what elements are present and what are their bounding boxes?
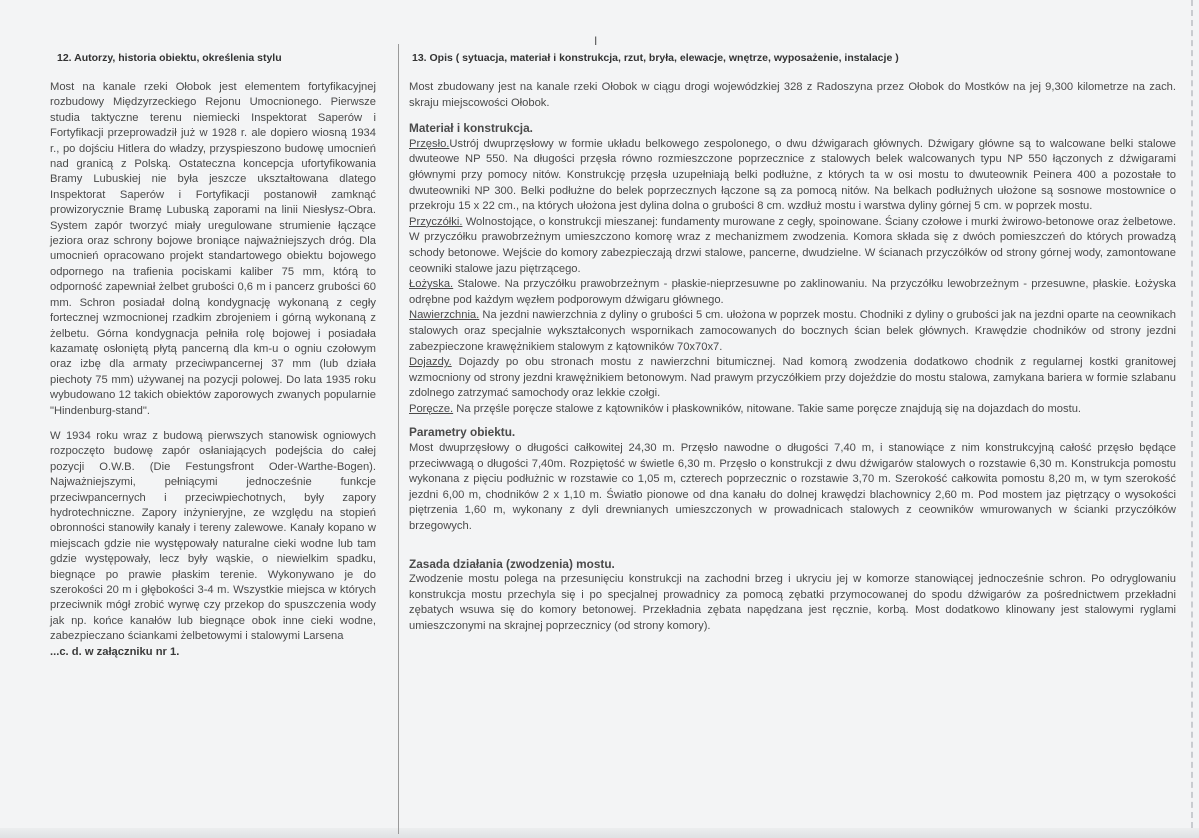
section-12-heading: 12. Autorzy, historia obiektu, określenia stylu (57, 52, 282, 64)
material-label: Dojazdy. (409, 356, 452, 369)
material-label: Przęsło. (409, 137, 450, 150)
page-bottom-edge (0, 828, 1199, 838)
material-item-bearings (409, 277, 1176, 308)
material-text: Na przęśle poręcze stalowe z kątowników i płaskowników, nitowane. Takie same poręcze znajdują się na dojazdach do mostu. (453, 402, 1082, 415)
page-mark: I (594, 34, 598, 48)
column-divider (398, 44, 399, 834)
material-label: Łożyska. (409, 278, 454, 291)
location-intro: Most zbudowany jest na kanale rzeki Ołobok w ciągu drogi wojewódzkiej 328 z Radoszyna przez Ołobok do Mostków na jej 9,300 kilometrze na zach. skraju miejscowości Ołobok. (409, 81, 1176, 109)
material-text: Dojazdy po obu stronach mostu z nawierzchni bitumicznej. Nad komorą zwodzenia dodatkowo chodnik z regularnej kostki granitowej wzmocniony od strony jezdni krawężnikiem betonowym. Nad prawym przyczółkiem przy dojeździe do mostu stalowa, zamykana bariera w formie szlabanu zdolnego zatrzymać samochody oraz lekkie czołgi. (409, 356, 1176, 400)
section-13-heading: 13. Opis ( sytuacja, materiał i konstrukcja, rzut, bryła, elewacje, wnętrze, wyposażenie, instalacje ) (412, 52, 899, 64)
history-column (50, 80, 376, 670)
material-label: Przyczółki. (409, 215, 463, 228)
continuation-note: ...c. d. w załączniku nr 1. (50, 645, 180, 658)
material-text: Wolnostojące, o konstrukcji mieszanej: fundamenty murowane z cegły, spoinowane. Ściany czołowe i murki żwirowo-betonowe oraz żelbetowe. W przyczółku prawobrzeżnym umieszczono komorę wraz z mechanizmem zwodzenia. Komora składa się z dwóch pomieszczeń do których prowadzą schody betonowe. Wejście do komory zabezpieczają drzwi stalowe, pancerne, dwudzielne. W ścianach przyczółków od strony górnej wody, zamontowane ceowniki stalowe jazu piętrzącego. (409, 215, 1176, 275)
material-label: Poręcze. (409, 402, 454, 415)
material-heading: Materiał i konstrukcja. (409, 121, 533, 136)
material-item-approaches (409, 355, 1176, 402)
perforation-edge (1191, 0, 1193, 838)
parameters-text: Most dwuprzęsłowy o długości całkowitej 24,30 m. Przęsło nawodne o długości 7,40 m, i stanowiące z nim konstrukcyjną całość przęsło będące przeciwwagą o długości 7,40m. Rozpiętość w świetle 6,30 m. Przęsło o konstrukcji z dwu dźwigarów stalowych o rozstawie 6,30 m. Konstrukcja pomostu wykonana z pięciu podłużnic w rozstawie co 1,05 m, czterech poprzecznic o rozstawie 3,70 m. Szerokość całkowita pomostu 8,20 m, w tym szerokość jezdni 6,00 m, chodników 2 x 1,10 m. Światło pionowe od dna kanału do dolnej krawędzi blachownicy 2,60 m. Pod mostem jaz piętrzący o wysokości piętrzenia 1,60 m, wykonany z dyli drewnianych umieszczonych w prowadnicach stalowych z ceowników wmurowanych w ścianki przyczółków brzegowych. (409, 442, 1176, 533)
parameters-heading: Parametry obiektu. (409, 425, 516, 440)
material-label: Nawierzchnia. (409, 309, 480, 322)
material-text: Na jezdni nawierzchnia z dyliny o grubości 5 cm. ułożona w poprzek mostu. Chodniki z dyliny o grubości jak na jezdni oparte na ceownikach stalowych oraz specjalnie wykształconych wspornikach zamocowanych do bocznych ścian belek głównych. Krawędzie chodników od strony jezdni zabezpieczone krawężnikiem stalowym z kątowników 70x70x7. (409, 309, 1176, 353)
material-text: Stalowe. Na przyczółku prawobrzeżnym - płaskie-nieprzesuwne po zaklinowaniu. Na przyczółku lewobrzeżnym - przesuwne, płaskie. Łożyska odrębne pod każdym węzłem podporowym dźwigaru głównego. (409, 278, 1176, 306)
history-paragraph-2: W 1934 roku wraz z budową pierwszych stanowisk ogniowych rozpoczęto budowę zapór osłaniających podejścia do całej pozycji O.W.B. (Die Festungsfront Oder-Warthe-Bogen). Najważniejszymi, pełniącymi jednocześnie funkcje przeciwpancernych i przeciwpiechotnych, były zapory hydrotechniczne. Zapory inżynieryjne, ze względu na stopień obronności stanowiły kanały i tereny zalewowe. Kanały kopano w miejscach gdzie nie występowały naturalne cieki wodne lub tam gdzie występowały, lecz były wąskie, o niewielkim spadku, biegnące po prawie płaskim terenie. Wykonywano je do szerokości 20 m i głębokości 3-4 m. Wszystkie miejsca w których przeciwnik mógł zrobić wyrwę czy przekop do spuszczenia wody jak np. końce kanałów lub biegnące obok inne cieki wodne, zabezpieczano ściankami żelbetowymi i stalowymi Larsena (50, 429, 376, 643)
material-text: Ustrój dwuprzęsłowy w formie układu belkowego zespolonego, o dwu dźwigarach głównych. Dźwigary główne są to walcowane belki stalowe dwuteowe NP 550. Na długości przęsła równo rozmieszczone poprzecznice z stalowych belek walcowanych typu NP 550 łączonych z dźwigarami głównymi przy pomocy nitów. Konstrukcję przęsła uzupełniają belki podłużne, z których ta w osi mostu to dwuteownik Peinera 400 a pozostałe to dwuteowniki NP 300. Belki podłużne do belek poprzecznych łączone są za pomocą nitów. Na belkach podłużnych ułożone są sosnowe mostownice o przekroju 15 x 22 cm., na których ułożona jest dylina dolna o grubości 8 cm. wzdłuż mostu i warstwa dyliny górnej 5 cm. w poprzek mostu. (409, 137, 1176, 213)
material-item-abutments (409, 215, 1176, 277)
history-paragraph-1: Most na kanale rzeki Ołobok jest elementem fortyfikacyjnej rozbudowy Międzyrzeckiego Rejonu Umocnionego. Pierwsze studia taktyczne terenu niemiecki Inspektorat Saperów i Fortyfikacji przeprowadził już w 1928 r. ale dopiero wiosną 1934 r., po dojściu Hitlera do władzy, przyspieszono budowę umocnień nad granicą z Polską. Ostateczna koncepcja ufortyfikowania Bramy Lubuskiej nie była jeszcze ukształtowana dlatego Inspektorat Saperów i Fortyfikacji postanowił zamknąć prowizorycznie Bramę Lubuską zaporami na linii Niesłysz-Obra. System zapór tworzyć miały uregulowane strumienie łączące jeziora oraz schrony bojowe broniące najważniejszych dróg. Dla umocnień opracowano projekt standartowego obiektu bojowego odpornego na trafienia pociskami kaliber 75 mm, którą to odporność zapewniał żelbet grubości 0,6 m i pancerz grubości 60 mm. Schron posiadał dolną kondygnację wykonaną z cegły fortecznej wzmocnionej rzadkim zbrojeniem i górną wykonaną z żelbetu. Górna kondygnacja pełniła rolę bojowej i posiadała kazamatę osłoniętą płytą pancerną dla km-u o ogniu czołowym oraz izbę dla armaty przeciwpancernej 37 mm (lub działa piechoty 75 mm) używanej na pozycji polowej. Do lata 1935 roku wybudowano 12 takich obiektów zaporowych zwanych popularnie "Hindenburg-stand". (50, 81, 376, 417)
operation-heading: Zasada działania (zwodzenia) mostu. (409, 556, 615, 571)
description-column (409, 80, 1176, 635)
material-item-surface (409, 308, 1176, 355)
operation-text: Zwodzenie mostu polega na przesunięciu konstrukcji na zachodni brzeg i ukryciu jej w komorze stanowiącej jednocześnie schron. Po odryglowaniu konstrukcja mostu przechyla się i po specjalnej prowadnicy za pomocą zębatki przymocowanej do spodu dźwigarów za pośrednictwem przekładni zębatych wsuwa się do komory betonowej. Przekładnia zębata napędzana jest ręcznie, korbą. Most dodatkowo klinowany jest stalowymi ryglami umieszczonymi na skrajnej poprzecznicy (od strony komory). (409, 573, 1176, 632)
material-item-railings (409, 402, 1176, 418)
material-item-span (409, 137, 1176, 215)
